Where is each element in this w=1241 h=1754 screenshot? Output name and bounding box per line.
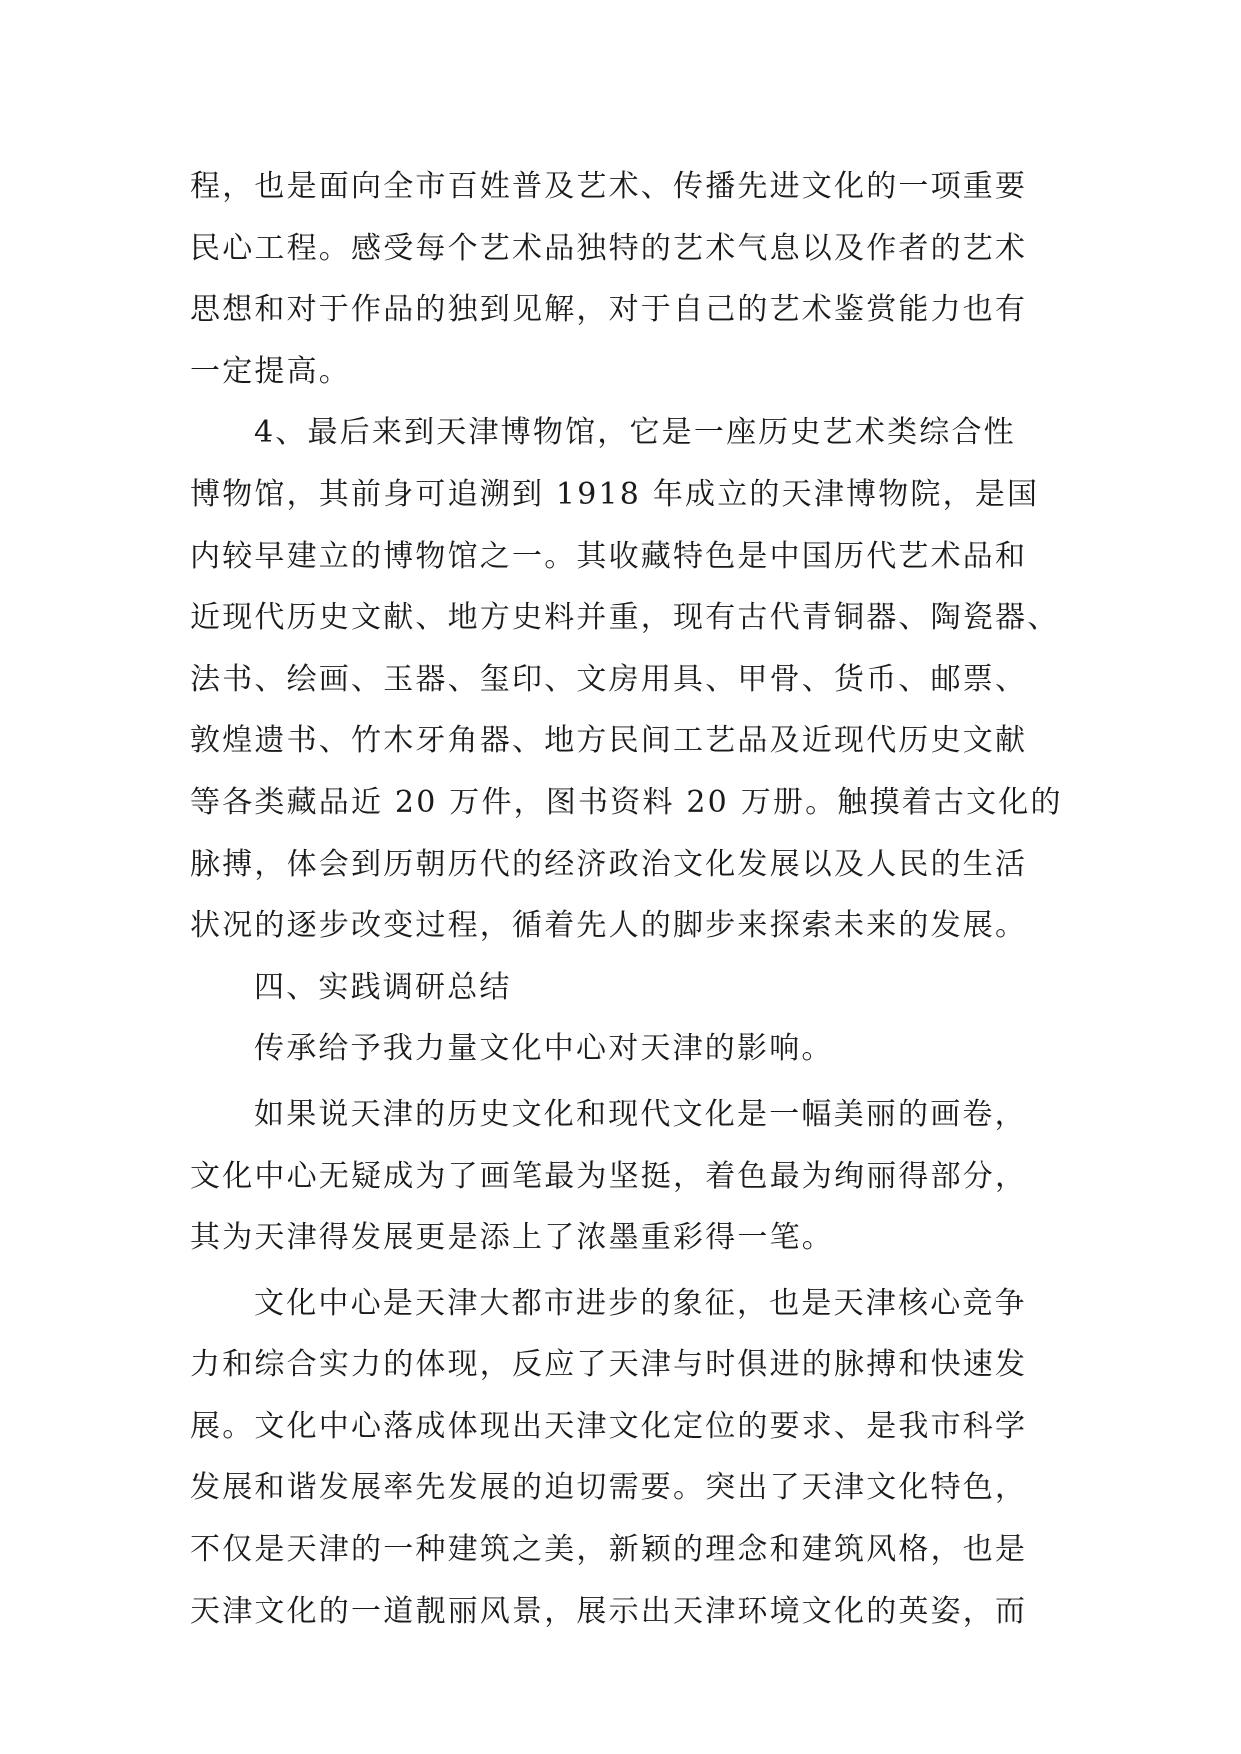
text-line: 思想和对于作品的独到见解，对于自己的艺术鉴赏能力也有 xyxy=(190,292,1028,328)
document-body xyxy=(190,156,1063,1642)
section-heading: 四、实践调研总结 xyxy=(254,969,512,1005)
text-line: 敦煌遗书、竹木牙角器、地方民间工艺品及近现代历史文献 xyxy=(190,723,1028,759)
text-line: 力和综合实力的体现，反应了天津与时俱进的脉搏和快速发 xyxy=(190,1347,1028,1383)
paragraph-history-culture xyxy=(190,1084,1060,1269)
text-line: 脉搏，体会到历朝历代的经济政治文化发展以及人民的生活 xyxy=(190,846,1028,882)
paragraph-continuation xyxy=(190,156,1060,402)
text-line: 文化中心是天津大都市进步的象征，也是天津核心竞争 xyxy=(254,1285,1027,1321)
text-line: 民心工程。感受每个艺术品独特的艺术气息以及作者的艺术 xyxy=(190,230,1028,266)
text-line: 天津文化的一道靓丽风景，展示出天津环境文化的英姿，而 xyxy=(190,1593,1028,1629)
paragraph-subtitle: 传承给予我力量文化中心对天津的影响。 xyxy=(254,1031,834,1067)
text-line: 内较早建立的博物馆之一。其收藏特色是中国历代艺术品和 xyxy=(190,538,1028,574)
text-line: 状况的逐步改变过程，循着先人的脚步来探索未来的发展。 xyxy=(190,908,1028,944)
text-line: 等各类藏品近 20 万件，图书资料 20 万册。触摸着古文化的 xyxy=(190,784,1063,820)
text-line: 文化中心无疑成为了画笔最为坚挺，着色最为绚丽得部分， xyxy=(190,1158,1028,1194)
text-line: 程，也是面向全市百姓普及艺术、传播先进文化的一项重要 xyxy=(190,169,1028,204)
text-line: 发展和谐发展率先发展的迫切需要。突出了天津文化特色， xyxy=(190,1470,1028,1506)
text-line: 一定提高。 xyxy=(190,353,351,389)
text-line: 法书、绘画、玉器、玺印、文房用具、甲骨、货币、邮票、 xyxy=(190,661,1028,697)
paragraph-tianjin-museum xyxy=(190,402,1063,956)
text-line: 不仅是天津的一种建筑之美，新颖的理念和建筑风格，也是 xyxy=(190,1532,1028,1568)
text-line: 近现代历史文献、地方史料并重，现有古代青铜器、陶瓷器、 xyxy=(190,600,1060,636)
text-line: 其为天津得发展更是添上了浓墨重彩得一笔。 xyxy=(190,1220,834,1256)
text-line: 如果说天津的历史文化和现代文化是一幅美丽的画卷， xyxy=(254,1096,1027,1132)
text-line: 博物馆，其前身可追溯到 1918 年成立的天津博物院，是国 xyxy=(190,476,1040,512)
text-line: 展。文化中心落成体现出天津文化定位的要求、是我市科学 xyxy=(190,1408,1028,1444)
paragraph-culture-center xyxy=(190,1273,1060,1643)
text-line: 4、最后来到天津博物馆，它是一座历史艺术类综合性 xyxy=(254,415,1016,451)
